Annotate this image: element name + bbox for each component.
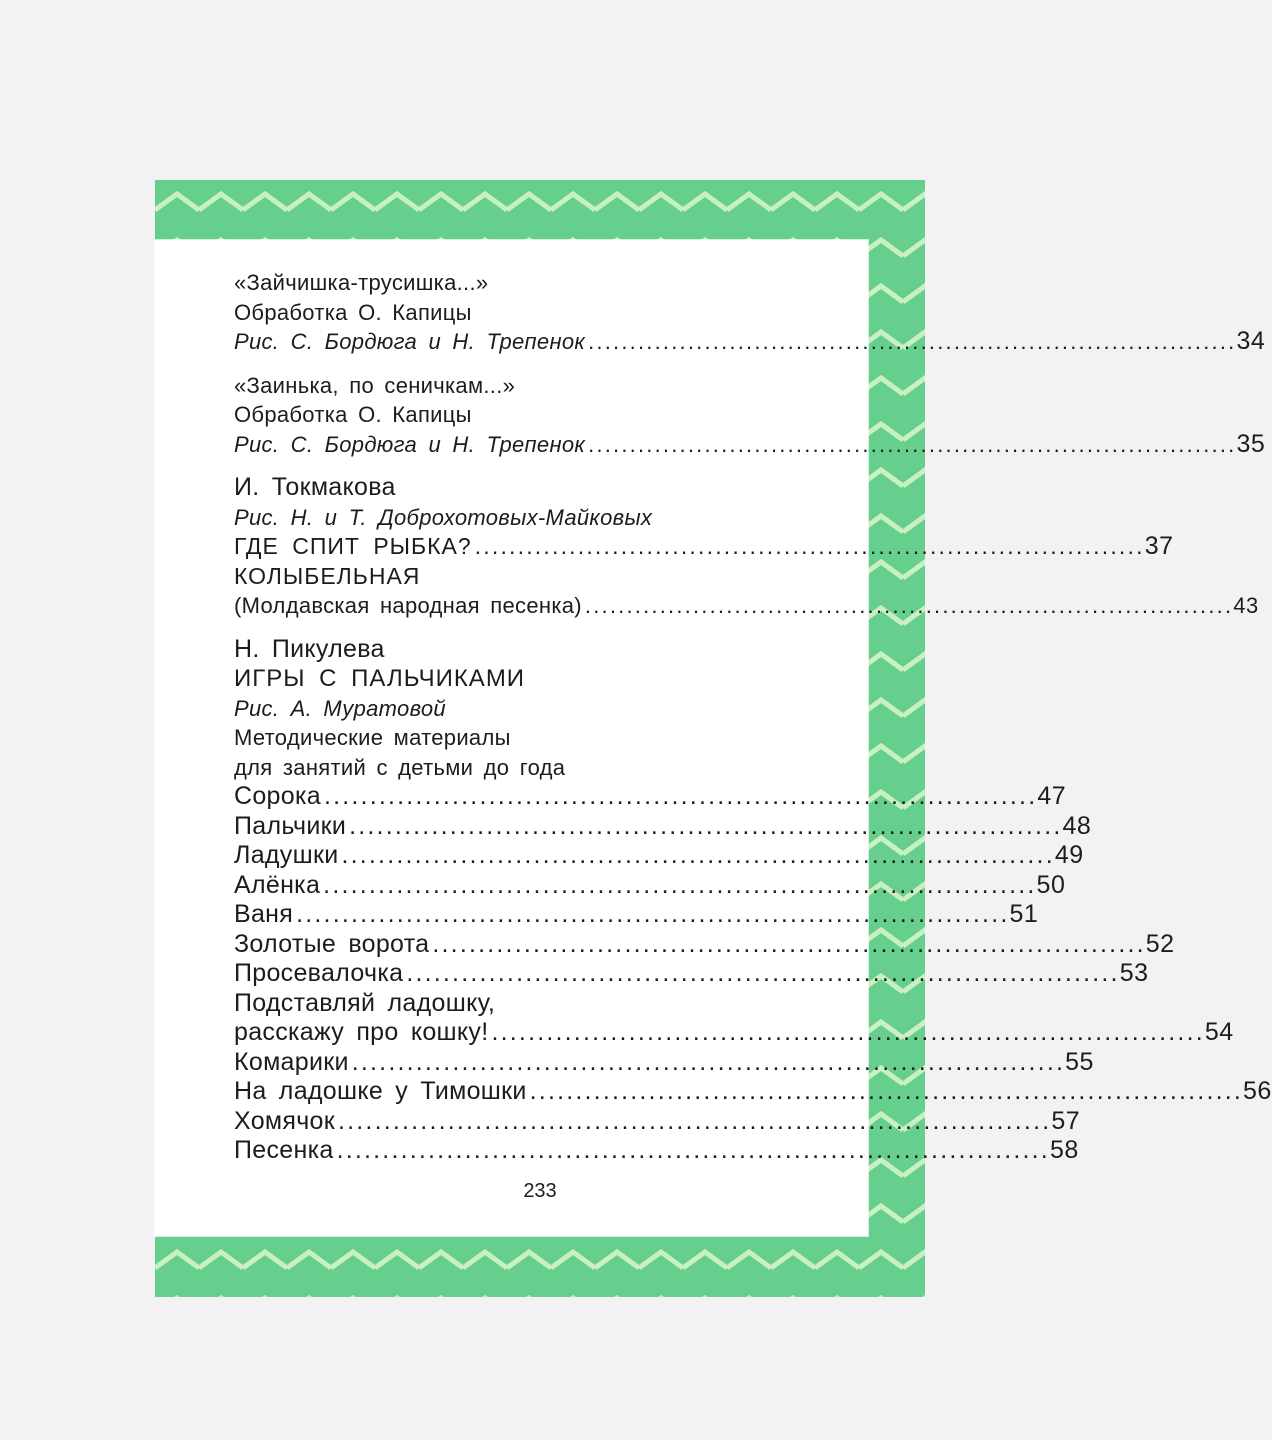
table-of-contents	[234, 268, 1272, 1166]
dot-leader: ..............................................................................	[474, 533, 1145, 559]
toc-entry[interactable]	[234, 1077, 1272, 1107]
page-ref: 35	[1236, 429, 1266, 458]
dot-leader: ..............................................................................	[529, 1077, 1244, 1105]
dot-leader: ..............................................................................	[588, 329, 1237, 354]
toc-item-label: Просевалочка	[234, 959, 404, 987]
dot-leader: ..............................................................................	[323, 782, 1038, 810]
toc-entry[interactable]	[234, 900, 1039, 930]
toc-entry[interactable]	[234, 591, 1259, 621]
toc-entry[interactable]	[234, 929, 1175, 960]
toc-item-subtitle: (Молдавская народная песенка)	[234, 593, 582, 618]
page-ref: 43	[1233, 593, 1259, 618]
page-ref: 37	[1144, 532, 1174, 560]
page-ref: 58	[1049, 1136, 1079, 1164]
page-ref: 54	[1204, 1018, 1234, 1046]
toc-entry[interactable]	[234, 782, 1067, 812]
dot-leader: ..............................................................................	[584, 593, 1234, 618]
toc-entry[interactable]	[234, 811, 1092, 842]
dot-leader: ..............................................................................	[491, 1018, 1205, 1046]
toc-entry[interactable]	[234, 841, 1084, 871]
toc-adaptation: Обработка О. Капицы	[234, 402, 472, 427]
toc-entry[interactable]	[234, 532, 1174, 562]
toc-illustrator: Рис. С. Бордюга и Н. Трепенок	[234, 329, 586, 354]
toc-entry[interactable]	[234, 429, 1266, 460]
toc-title: «Зайчишка-трусишка...»	[234, 270, 489, 295]
page-ref: 47	[1037, 782, 1067, 810]
dot-leader: ..............................................................................	[323, 870, 1037, 899]
dot-leader: ..............................................................................	[588, 431, 1237, 457]
page-ref: 55	[1065, 1047, 1094, 1076]
toc-item-label: Ладушки	[234, 841, 339, 869]
page-ref: 52	[1145, 929, 1175, 958]
page-ref: 48	[1062, 811, 1092, 840]
dot-leader: ..............................................................................	[432, 929, 1146, 958]
toc-entry[interactable]	[234, 870, 1066, 901]
page-ref: 53	[1119, 959, 1149, 987]
toc-entry[interactable]	[234, 1047, 1094, 1078]
toc-item-label: Пальчики	[234, 811, 347, 840]
toc-item-label: Хомячок	[234, 1106, 335, 1135]
toc-item-label: Алёнка	[234, 870, 321, 899]
toc-entry[interactable]	[234, 959, 1149, 989]
dot-leader: ..............................................................................	[336, 1136, 1050, 1164]
page-ref: 56	[1243, 1077, 1272, 1105]
toc-description: для занятий с детьми до года	[234, 754, 566, 780]
toc-illustrator: Рис. Н. и Т. Доброхотовых-Майковых	[234, 504, 653, 530]
toc-item-label: Комарики	[234, 1047, 349, 1076]
toc-illustrator: Рис. А. Муратовой	[234, 695, 446, 721]
page-ref: 57	[1051, 1106, 1081, 1135]
dot-leader: ..............................................................................	[349, 811, 1063, 840]
toc-author: Н. Пикулева	[234, 634, 385, 663]
toc-item-label: Песенка	[234, 1136, 334, 1164]
toc-illustrator: Рис. С. Бордюга и Н. Трепенок	[234, 431, 586, 457]
toc-entry[interactable]	[234, 1136, 1079, 1166]
toc-item-label: Золотые ворота	[234, 929, 430, 958]
toc-item-label: ГДЕ СПИТ РЫБКА?	[234, 533, 472, 559]
dot-leader: ..............................................................................	[341, 841, 1055, 869]
toc-author: И. Токмакова	[234, 473, 396, 501]
toc-entry[interactable]	[234, 1106, 1081, 1137]
toc-entry[interactable]	[234, 327, 1266, 357]
page-ref: 34	[1236, 327, 1266, 355]
toc-title: «Заинька, по сеничкам...»	[234, 372, 516, 398]
toc-adaptation: Обработка О. Капицы	[234, 299, 472, 325]
toc-section-title: ИГРЫ С ПАЛЬЧИКАМИ	[234, 665, 526, 692]
toc-item-label: КОЛЫБЕЛЬНАЯ	[234, 562, 421, 589]
toc-item-label: Ваня	[234, 900, 294, 928]
page-number: 233	[523, 1180, 557, 1202]
toc-item-label: На ладошке у Тимошки	[234, 1077, 527, 1105]
toc-item-label: Сорока	[234, 782, 321, 810]
toc-item-label: расскажу про кошку!	[234, 1018, 489, 1046]
page-ref: 51	[1009, 900, 1039, 928]
toc-description: Методические материалы	[234, 725, 511, 750]
page-ref: 49	[1054, 841, 1084, 869]
toc-item-label: Подставляй ладошку,	[234, 988, 496, 1017]
dot-leader: ..............................................................................	[296, 900, 1010, 928]
page-ref: 50	[1036, 870, 1066, 899]
dot-leader: ..............................................................................	[338, 1106, 1052, 1135]
toc-entry[interactable]	[234, 1018, 1234, 1048]
dot-leader: ..............................................................................	[351, 1047, 1066, 1076]
dot-leader: ..............................................................................	[406, 959, 1120, 987]
